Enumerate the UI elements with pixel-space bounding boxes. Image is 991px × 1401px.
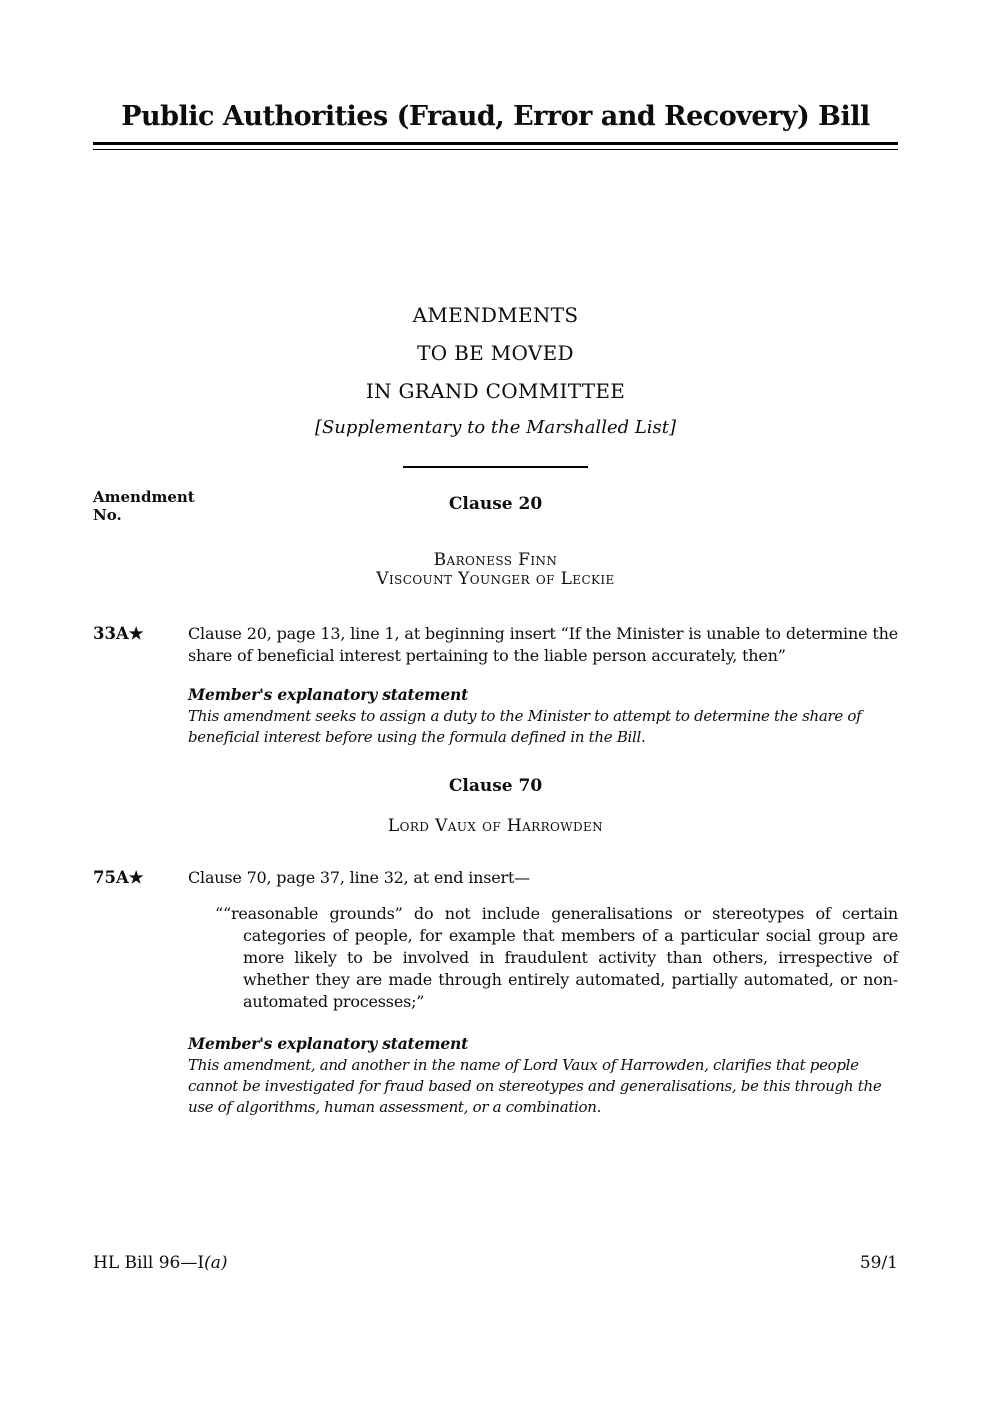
page-footer: [93, 1252, 898, 1274]
clause-20-heading: Clause 20: [448, 494, 543, 514]
amendment-75A-body: [188, 867, 898, 1013]
explanatory-text: This amendment seeks to assign a duty to the Minister to attempt to determine the share of beneficial interest before using the formula defined in the Bill.: [188, 707, 862, 746]
clause-70-heading: Clause 70: [448, 776, 543, 796]
section-divider-rule: [403, 466, 588, 468]
amendment-75A: [93, 867, 898, 1013]
page-content: [0, 100, 991, 1118]
sponsor-lord-vaux: Lord Vaux of Harrowden: [387, 816, 604, 836]
amendment-no-label: [93, 488, 195, 524]
sponsor-viscount-younger: Viscount Younger of Leckie: [376, 569, 615, 589]
clause-header-row: [93, 488, 898, 524]
clause-70-sponsors: [93, 817, 898, 836]
amendment-33A-text: Clause 20, page 13, line 1, at beginning insert “If the Minister is unable to determine the share of beneficial interest pertaining to the liable person accurately, then”: [188, 624, 898, 665]
bill-reference-suffix: (a): [204, 1253, 228, 1273]
explanatory-heading: Member's explanatory statement: [188, 1034, 469, 1053]
heading-to-be-moved: TO BE MOVED: [417, 341, 574, 365]
amendment-33A-body: [188, 623, 898, 667]
explanatory-heading: Member's explanatory statement: [188, 685, 469, 704]
amendment-33A-number: 33A★: [93, 624, 144, 643]
heading-amendments: AMENDMENTS: [412, 303, 579, 327]
sponsor-baroness-finn: Baroness Finn: [433, 550, 558, 570]
amendment-33A: [93, 623, 898, 667]
bill-title: Public Authorities (Fraud, Error and Recovery) Bill: [121, 101, 870, 132]
amendment-33A-explanatory: [188, 684, 898, 748]
marshalled-list-note: [Supplementary to the Marshalled List]: [314, 417, 677, 438]
amendment-75A-explanatory: [188, 1033, 898, 1118]
amendment-75A-lead: Clause 70, page 37, line 32, at end insert—: [188, 868, 530, 887]
amendment-no-label-line1: Amendment: [93, 488, 195, 506]
bill-reference-main: HL Bill 96—I: [93, 1253, 205, 1273]
clause-20-sponsors: [93, 551, 898, 589]
explanatory-text: This amendment, and another in the name of Lord Vaux of Harrowden, clarifies that people cannot be investigated for fraud based on stereotypes and generalisations, be this through the use of algorithms, human assessment, or a combination.: [188, 1056, 882, 1116]
amendment-75A-inserted-text: ““reasonable grounds” do not include generalisations or stereotypes of certain categories of people, for example that members of a particular social group are more likely to be involved in fraudulent activity than others, irrespective of whether they are made through entirely automated, partially automated, or non-automated processes;”: [215, 904, 898, 1011]
sheet-number: 59/1: [859, 1253, 898, 1273]
bill-reference: [93, 1252, 227, 1274]
heading-in-grand-committee: IN GRAND COMMITTEE: [365, 379, 626, 403]
ceremonial-heading: [93, 303, 898, 440]
amendment-no-label-line2: No.: [93, 506, 122, 524]
title-double-rule: [93, 142, 898, 150]
amendment-75A-number: 75A★: [93, 868, 144, 887]
